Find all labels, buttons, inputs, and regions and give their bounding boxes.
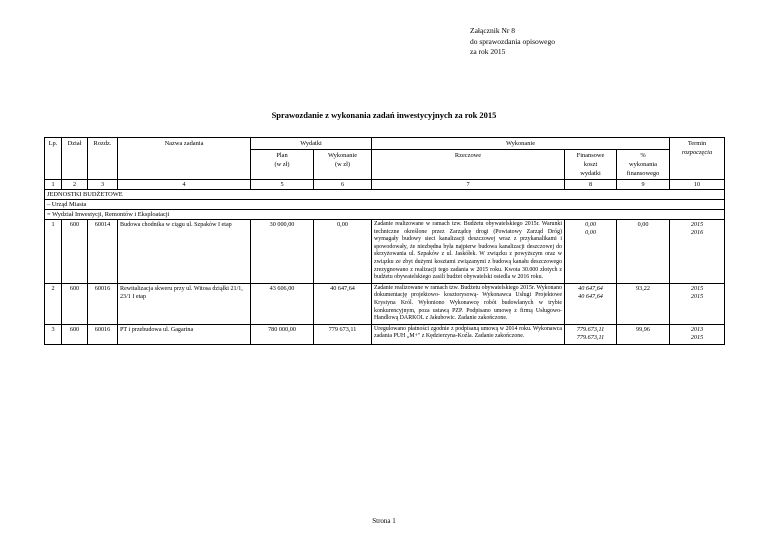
row-rzeczowe: Uregulowano płatności zgodnie z podpisaną umową w 2014 roku. Wykonawca zadania PUH „M+" z Kędzierzyna-Koźla. Zadanie zakończone.	[372, 324, 565, 344]
document-header	[470, 26, 555, 58]
table-row	[45, 220, 725, 284]
col-header-wykonanie: Wykonanie	[372, 138, 670, 150]
col-header-procent-wykonania: wykonania	[628, 161, 658, 168]
col-header-finansowe-koszt: koszt	[583, 161, 598, 168]
col-num-10: 10	[670, 180, 725, 190]
table-header-row-1	[45, 138, 725, 150]
header-line-3: za rok 2015	[470, 47, 506, 56]
col-header-rozdz: Rozdz.	[88, 138, 118, 180]
row-finansowe	[565, 283, 617, 324]
col-header-lp: Lp.	[45, 138, 62, 180]
row-finansowe-koszt: 0,00	[585, 221, 596, 228]
col-header-procent-symbol: %	[640, 152, 646, 159]
row-finansowe-koszt: 40 647,64	[578, 284, 603, 292]
header-line-2: do sprawozdania opisowego	[470, 36, 555, 46]
row-termin-zakonczenia: 2015	[690, 293, 704, 301]
row-rozdz: 60016	[88, 324, 118, 344]
row-finansowe	[565, 220, 617, 284]
col-header-termin-line1: Termin	[687, 140, 707, 147]
col-header-dzial: Dział	[62, 138, 88, 180]
row-wykonanie-zl: 0,00	[314, 220, 372, 284]
col-num-4: 4	[118, 180, 251, 190]
col-header-plan-unit: (w zł)	[274, 161, 290, 168]
table-column-numbers-row	[45, 180, 725, 190]
col-header-procent	[617, 150, 670, 180]
section-label-jednostki: JEDNOSTKI BUDŻETOWE	[45, 190, 725, 200]
row-nazwa: Rewitalizacja skweru przy ul. Witosa dziąłki 21/1, 23/1 I etap	[118, 283, 251, 324]
col-header-wykonanie-zl	[314, 150, 372, 180]
row-finansowe-wydatki: 0,00	[585, 229, 596, 237]
row-termin-zakonczenia: 2016	[690, 229, 704, 237]
row-lp: 3	[45, 324, 62, 344]
row-finansowe	[565, 324, 617, 344]
row-rozdz: 60014	[88, 220, 118, 284]
col-header-wykonanie-zl-label: Wykonanie	[327, 152, 358, 159]
section-label-wydzial: = Wydział Inwestycji, Remontów i Eksploatacji	[45, 210, 725, 220]
table-row	[45, 283, 725, 324]
row-termin-rozpoczecia: 2013	[690, 325, 704, 333]
col-header-plan-label: Plan	[276, 152, 288, 159]
row-termin-rozpoczecia: 2015	[690, 221, 704, 228]
row-wykonanie-zl: 40 647,64	[314, 283, 372, 324]
col-num-5: 5	[251, 180, 314, 190]
investment-report-table	[44, 137, 725, 345]
row-nazwa: PT i przebudowa ul. Gagarina	[118, 324, 251, 344]
col-num-6: 6	[314, 180, 372, 190]
col-header-finansowe-label: Finansowe	[576, 152, 605, 159]
row-finansowe-wydatki: 779.673,11	[576, 334, 605, 342]
col-header-finansowe-wydatki: wydatki	[580, 170, 601, 177]
row-lp: 2	[45, 283, 62, 324]
row-procent: 0,00	[617, 220, 670, 284]
row-dzial: 600	[62, 220, 88, 284]
section-row-urzad	[45, 200, 725, 210]
row-procent: 93,22	[617, 283, 670, 324]
col-header-wykonanie-zl-unit: (w zł)	[334, 161, 351, 168]
row-termin	[670, 324, 725, 344]
col-header-termin	[670, 138, 725, 180]
row-termin	[670, 220, 725, 284]
col-num-1: 1	[45, 180, 62, 190]
row-wykonanie-zl: 779 673,11	[314, 324, 372, 344]
row-termin-zakonczenia: 2015	[690, 334, 704, 342]
col-num-9: 9	[617, 180, 670, 190]
row-finansowe-wydatki: 40 647,64	[578, 293, 603, 301]
row-lp: 1	[45, 220, 62, 284]
row-plan: 30 000,00	[251, 220, 314, 284]
page-title: Sprawozdanie z wykonania zadań inwestycyjnych za rok 2015	[271, 110, 497, 120]
section-row-wydzial	[45, 210, 725, 220]
row-plan: 43 606,00	[251, 283, 314, 324]
row-dzial: 600	[62, 324, 88, 344]
row-dzial: 600	[62, 283, 88, 324]
col-header-wydatki: Wydatki	[251, 138, 372, 150]
row-rozdz: 60016	[88, 283, 118, 324]
col-num-3: 3	[88, 180, 118, 190]
section-label-urzad: – Urząd Miasta	[45, 200, 725, 210]
row-rzeczowe: Zadanie realizowane w ramach tzw. Budżetu obywatelskiego 2015r. Warunki techniczne określone przez Zarządcę drogi (Powiatowy Zarząd Dróg) wymagały budowy sieci kanalizacji deszczowej wraz z przykanalikami i spowodowały, że niezbędna była najpierw budowa kanalizacji deszczowej do skrzyżowania ul. Szpaków z ul. Jaskółek. W związku z powyższym oraz w związku ze zbyt dużymi kosztami związanymi z budową kanału deszczowego zrezygnowano z realizacji tego zadania w 2015 roku. Kwota 30.000 złotych z budżetu obywatelskiego zasili budżet obywatelski osiedla w 2016 roku.	[372, 220, 565, 284]
row-plan: 780 000,00	[251, 324, 314, 344]
col-header-plan	[251, 150, 314, 180]
col-num-2: 2	[62, 180, 88, 190]
page-footer: Strona 1	[372, 517, 396, 525]
row-rzeczowe: Zadanie realizowane w ramach tzw. Budżetu obywatelskiego 2015r. Wykonano dokumentację projektowo- kosztorysową- Wykonawca Usługi Projektowe Krystyna Król. Wyłoniono Wykonawcę robót budowlanych w trybie konkurencyjnym, poza ustawą PZP. Podpisano umowę z firmą Usługowo-Handlową DARKOL z Jakubowic. Zadanie zakończone.	[372, 283, 565, 324]
row-finansowe-koszt: 779.673,11	[576, 325, 605, 333]
table-row	[45, 324, 725, 344]
row-termin-rozpoczecia: 2015	[690, 284, 704, 292]
col-num-7: 7	[372, 180, 565, 190]
row-nazwa: Budowa chodnika w ciągu ul. Szpaków I etap	[118, 220, 251, 284]
col-header-procent-finansowego: finansowego	[626, 170, 660, 177]
col-header-finansowe	[565, 150, 617, 180]
col-num-8: 8	[565, 180, 617, 190]
row-termin	[670, 283, 725, 324]
section-row-jednostki	[45, 190, 725, 200]
col-header-rzeczowe: Rzeczowe	[372, 150, 565, 180]
row-procent: 99,96	[617, 324, 670, 344]
col-header-nazwa: Nazwa zadania	[118, 138, 251, 180]
col-header-termin-line2: rozpoczęcia	[681, 149, 713, 156]
header-line-1: Załącznik Nr 8	[470, 26, 515, 35]
